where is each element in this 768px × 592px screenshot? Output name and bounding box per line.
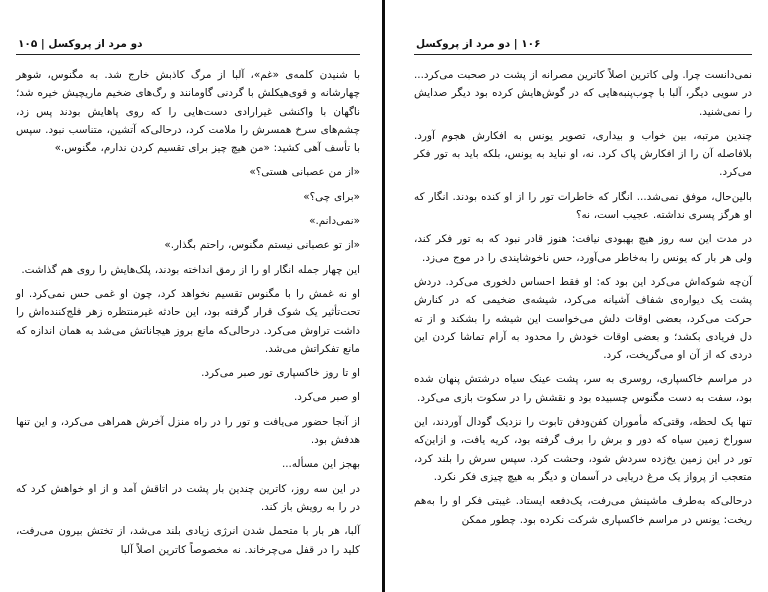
paragraph: آلبا، هر بار با متحمل شدن انرژی زیادی بلند می‌شد، از تختش بیرون می‌رفت، کلید را در قفل می‌چرخاند. نه مخصوصاً کاترین اصلاً آلبا <box>16 525 360 556</box>
right-page <box>384 0 768 592</box>
paragraph: نمی‌دانست چرا. ولی کاترین اصلاً کاترین مصرانه از پشت در صحبت می‌کرد... در سویی دیگر، آلبا با چوب‌پنبه‌هایی که در گوش‌هایش کرده بود دیگر صدایش را نمی‌شنید. <box>414 69 752 118</box>
paragraph: «نمی‌دانم.» <box>309 215 360 228</box>
paragraph: آن‌چه شوکه‌اش می‌کرد این بود که: او فقط احساس دلخوری می‌کرد. دردش پشت یک دیواره‌ی شفاف آشیانه می‌کرد، شیشه‌ی ضخیمی که در کنارش حرکت می‌کرد، بعضی اوقات دلش می‌خواست این شیشه را بشکند و از ته دل فریادی بکشد؛ و بعضی اوقات خودش را محدود به آرام تماشا کردن این دردی که از آن او می‌گریخت، کرد. <box>414 275 752 362</box>
paragraph: در مراسم خاکسپاری، روسری به سر، پشت عینک سیاه درشتش پنهان شده بود، سفت به دست مگنوس چسبیده بود و نقشش را در سکوت بازی می‌کرد. <box>414 373 752 404</box>
paragraph: بهجز این مسأله... <box>281 458 360 471</box>
paragraph: در این سه روز، کاترین چندین بار پشت در اتاقش آمد و از او خواهش کرد که در را به رویش باز کند. <box>16 482 360 513</box>
right-page-header: ۱۰۶ | دو مرد از پروکسل <box>416 38 541 50</box>
paragraph: این چهار جمله انگار او را از رمق انداخته بودند، پلک‌هایش را روی هم گذاشت. <box>21 263 360 276</box>
paragraph: چندین مرتبه، بین خواب و بیداری، تصویر یونس به افکارش هجوم آورد. بلافاصله آن را از افکارش پاک کرد. نه، او نباید به یونس، بلکه باید به تور فکر می‌کرد. <box>414 129 752 179</box>
paragraph: او صبر می‌کرد. <box>293 391 360 404</box>
paragraph: او تا روز خاکسپاری تور صبر می‌کرد. <box>201 367 360 380</box>
left-page-body <box>16 66 360 565</box>
paragraph: بالین‌حال، موفق نمی‌شد... انگار که خاطرات تور را از او کنده بودند. انگار که او هرگز پسری نداشته. عجیب است، نه؟ <box>414 190 752 222</box>
right-page-body <box>414 66 752 535</box>
paragraph: از آنجا حضور می‌یافت و تور را در راه منزل آخرش همراهی می‌کرد، و این تنها هدفش بود. <box>16 415 360 447</box>
paragraph: تنها یک لحظه، وقتی‌که مأموران کفن‌ودفن تابوت را نزدیک گودال آوردند، این سوراخ زمین سیاه که دور و برش را برف گرفته بود، کریه یافت، و ازاین‌که تور در این زمین یخ‌زده سردش شود، وحشت کرد. سپس سرش را بلند کرد، متعجب از پرواز یک مرغ دریایی در آسمان و دیگر به هیچ چیزی فکر نکرد. <box>414 416 752 483</box>
paragraph: با شنیدن کلمه‌ی «غم»، آلبا از مرگ کاذبش خارج شد. به مگنوس، شوهر چهارشانه و قوی‌هیکلش با گردنی گاومانند و رگ‌های ضخیم ماریچیش خیره شد؛ ناگهان با واکنشی غیرارادی دست‌هایی را که روی پاهایش بودند پس زد، چشم‌های سرخ همسرش را ملامت کرد، درحالی‌که آتشین، متناسب نبود. سپس با تأسف آهی کشید: «من هیچ چیز برای تقسیم کردن ندارم، مگنوس.» <box>16 69 360 155</box>
left-page-header: دو مرد از پروکسل | ۱۰۵ <box>18 38 143 50</box>
paragraph: در مدت این سه روز هیچ بهبودی نیافت: هنوز قادر نبود که به تور فکر کند، ولی هر بار که یونس را به‌خاطر می‌آورد، حس ناخوشایندی را در موج می‌زد. <box>414 233 752 264</box>
paragraph: «از تو عصبانی نیستم مگنوس، راحتم بگذار.» <box>164 239 360 252</box>
paragraph: درحالی‌که به‌طرف ماشینش می‌رفت، یک‌دفعه ایستاد. غیبتی فکر او را به‌هم ریخت: یونس در مراسم خاکسپاری شرکت نکرده بود. چطور ممکن <box>414 495 752 526</box>
paragraph: «از من عصبانی هستی؟» <box>249 166 360 179</box>
right-header-rule <box>414 54 752 55</box>
paragraph: او نه غمش را با مگنوس تقسیم نخواهد کرد، چون او غمی حس نمی‌کرد. او تحت‌تأثیر یک شوک قرار گرفته بود، این حادثه غیرمنتظره زهر فلج‌کننده‌اش را داشت تراوش می‌کرد. درحالی‌که مانع بروز هیجاناتش می‌شد به همان اندازه که مانع تفکراتش می‌شد. <box>16 287 360 355</box>
paragraph: «برای چی؟» <box>303 190 360 203</box>
left-header-rule <box>16 54 360 55</box>
